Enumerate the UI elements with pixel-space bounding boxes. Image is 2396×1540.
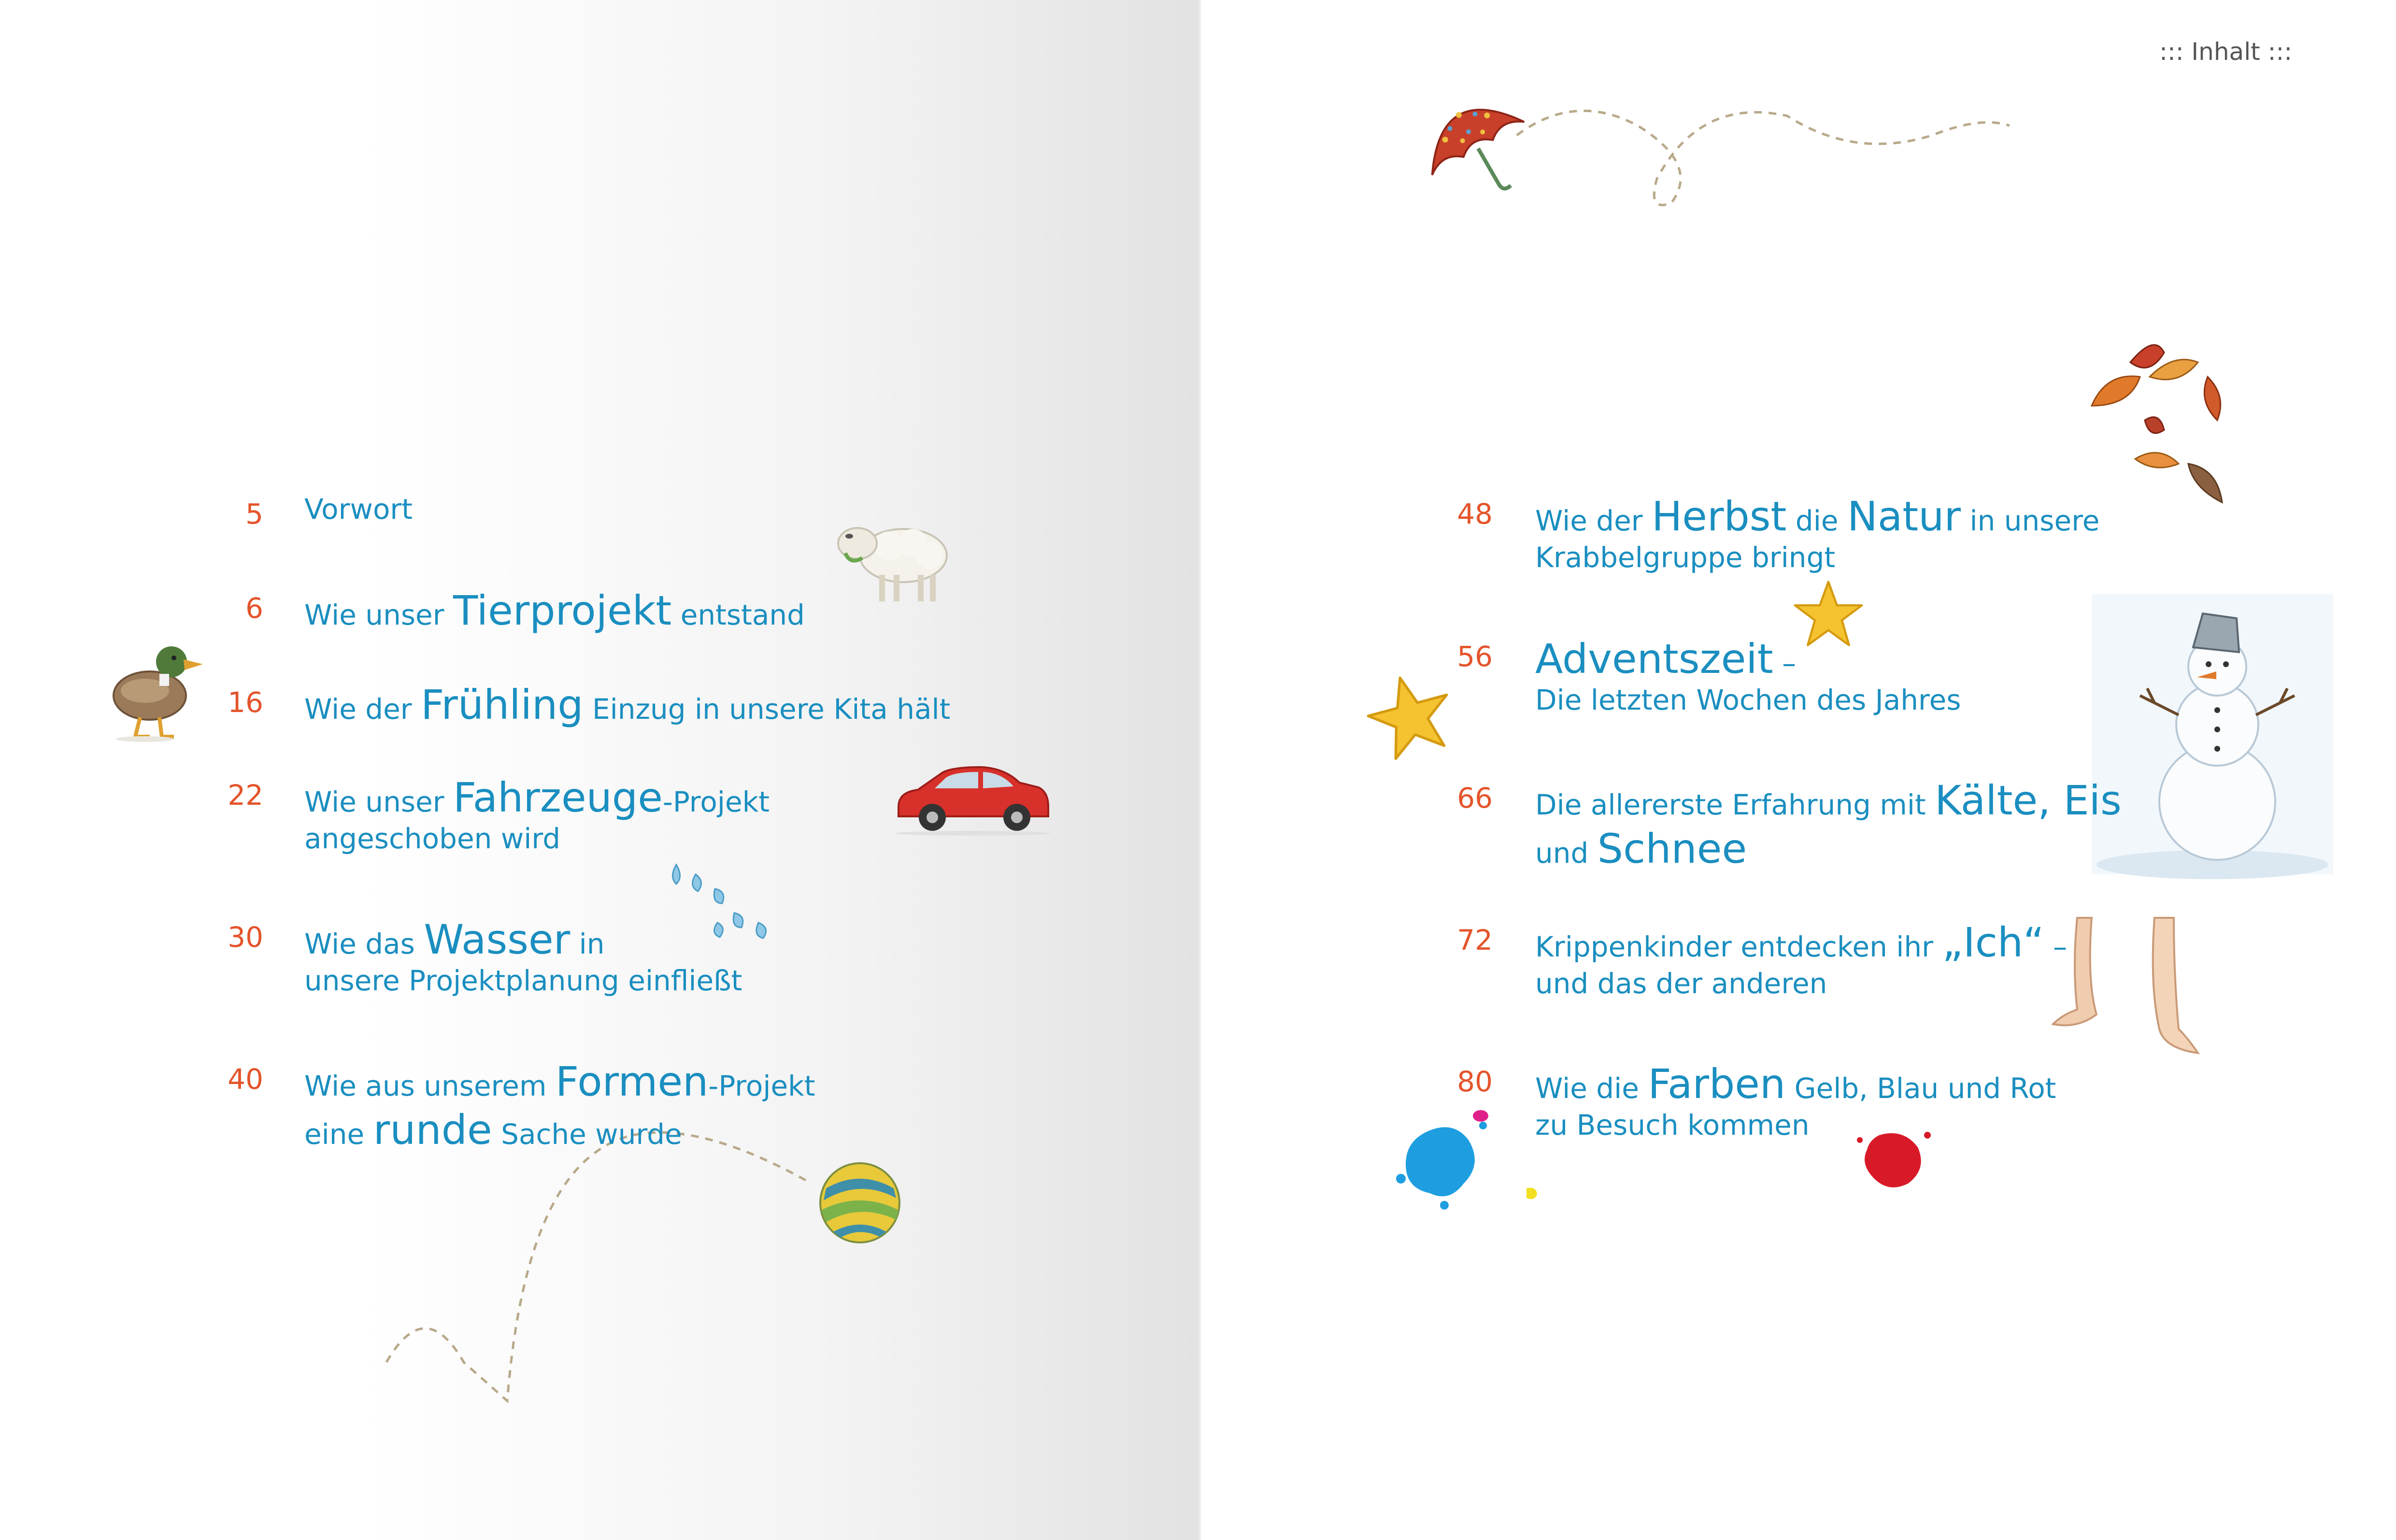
toc-keyword: Fahrzeuge bbox=[453, 774, 663, 821]
toc-page-number: 5 bbox=[245, 498, 263, 530]
ball-icon bbox=[816, 1159, 903, 1246]
toc-text: in bbox=[570, 927, 605, 960]
toc-text: Krabbelgruppe bringt bbox=[1535, 541, 1836, 574]
toc-keyword: Wasser bbox=[424, 916, 570, 963]
toc-text: – bbox=[2044, 930, 2068, 963]
toc-page-number: 6 bbox=[245, 592, 263, 625]
car-icon bbox=[889, 754, 1053, 836]
water-drops-icon bbox=[667, 855, 792, 952]
toc-entry-title-line bbox=[1535, 1109, 1810, 1141]
toc-entry-title-line bbox=[1535, 635, 1796, 683]
toc-page-number: 56 bbox=[1457, 640, 1493, 673]
toc-keyword: „Ich“ bbox=[1942, 919, 2044, 966]
toc-entry-title-line bbox=[1535, 777, 2122, 824]
sheep-icon bbox=[831, 502, 956, 609]
toc-entry-title-line bbox=[1535, 825, 1747, 872]
toc-text: Gelb, Blau und Rot bbox=[1785, 1072, 2056, 1105]
toc-keyword: Tierprojekt bbox=[453, 587, 672, 634]
snowman-icon bbox=[2092, 594, 2333, 874]
toc-entry-title-line bbox=[304, 964, 742, 997]
toc-text: entstand bbox=[671, 599, 805, 631]
toc-keyword: Adventszeit bbox=[1535, 635, 1773, 683]
toc-text: Die allererste Erfahrung mit bbox=[1535, 788, 1935, 821]
toc-page-number: 40 bbox=[228, 1063, 263, 1096]
toc-entry-title-line bbox=[304, 1058, 815, 1105]
toc-entry-title-line bbox=[304, 774, 770, 821]
toc-text: Wie unser bbox=[304, 785, 454, 818]
toc-keyword: Formen bbox=[555, 1058, 709, 1105]
toc-entry-title-line bbox=[304, 493, 413, 526]
toc-page-number: 22 bbox=[228, 779, 263, 812]
toc-text: Wie aus unserem bbox=[304, 1069, 556, 1102]
toc-text: unsere Projektplanung einfließt bbox=[304, 964, 742, 997]
toc-entry-title-line bbox=[304, 822, 560, 855]
toc-entry-title-line bbox=[1535, 919, 2067, 966]
toc-text: eine bbox=[304, 1118, 373, 1151]
toc-keyword: Herbst bbox=[1652, 493, 1787, 540]
toc-keyword: Farben bbox=[1648, 1060, 1786, 1108]
toc-page-number: 72 bbox=[1457, 924, 1493, 956]
toc-entry-title-line bbox=[304, 587, 805, 634]
toc-keyword: Frühling bbox=[421, 681, 584, 728]
feet-icon bbox=[2043, 908, 2208, 1058]
toc-text: – bbox=[1773, 647, 1797, 680]
star-icon-large bbox=[1367, 674, 1454, 756]
toc-text: Vorwort bbox=[304, 493, 413, 526]
toc-entry-title-line bbox=[1535, 493, 2099, 540]
toc-keyword: Schnee bbox=[1597, 825, 1747, 872]
umbrella-trajectory bbox=[1517, 97, 2024, 213]
toc-keyword: Natur bbox=[1847, 493, 1961, 540]
toc-page-number: 16 bbox=[228, 686, 263, 719]
toc-text: und das der anderen bbox=[1535, 967, 1827, 1000]
toc-text: Krippenkinder entdecken ihr bbox=[1535, 930, 1942, 963]
toc-text: Die letzten Wochen des Jahres bbox=[1535, 684, 1961, 716]
toc-text: in unsere bbox=[1961, 504, 2100, 537]
toc-page-number: 30 bbox=[228, 921, 263, 954]
toc-page-number: 48 bbox=[1457, 498, 1493, 530]
toc-text: Wie der bbox=[304, 693, 421, 726]
toc-entry-title-line bbox=[1535, 1060, 2056, 1108]
toc-text: Sache wurde bbox=[492, 1118, 682, 1151]
toc-entry-title-line bbox=[1535, 541, 1835, 574]
toc-text: angeschoben wird bbox=[304, 822, 561, 855]
toc-text: -Projekt bbox=[662, 785, 770, 818]
toc-text: Wie das bbox=[304, 927, 424, 960]
autumn-leaves-icon bbox=[2077, 324, 2241, 517]
toc-entry-title-line bbox=[304, 1106, 682, 1154]
toc-text: die bbox=[1786, 504, 1847, 537]
toc-entry-title-line bbox=[1535, 967, 1827, 1000]
toc-text: -Projekt bbox=[708, 1069, 815, 1102]
toc-keyword: Kälte, Eis bbox=[1935, 777, 2122, 824]
toc-keyword: runde bbox=[373, 1106, 492, 1154]
paint-splash-red-icon bbox=[1850, 1121, 1937, 1198]
toc-text: Wie die bbox=[1535, 1072, 1648, 1105]
toc-page-number: 66 bbox=[1457, 782, 1493, 814]
toc-text: und bbox=[1535, 837, 1597, 870]
toc-text: Einzug in unsere Kita hält bbox=[583, 693, 951, 726]
paint-splash-icon bbox=[1386, 1097, 1541, 1227]
toc-text: Wie der bbox=[1535, 504, 1652, 537]
toc-text: zu Besuch kommen bbox=[1535, 1109, 1810, 1141]
toc-page-number: 80 bbox=[1457, 1065, 1493, 1098]
page-header-inhalt: ::: Inhalt ::: bbox=[2159, 38, 2293, 66]
toc-text: Wie unser bbox=[304, 599, 454, 631]
toc-entry-title-line bbox=[304, 916, 605, 963]
star-icon bbox=[1792, 580, 1865, 647]
toc-entry-title-line bbox=[1535, 684, 1961, 716]
toc-entry-title-line bbox=[304, 681, 950, 728]
